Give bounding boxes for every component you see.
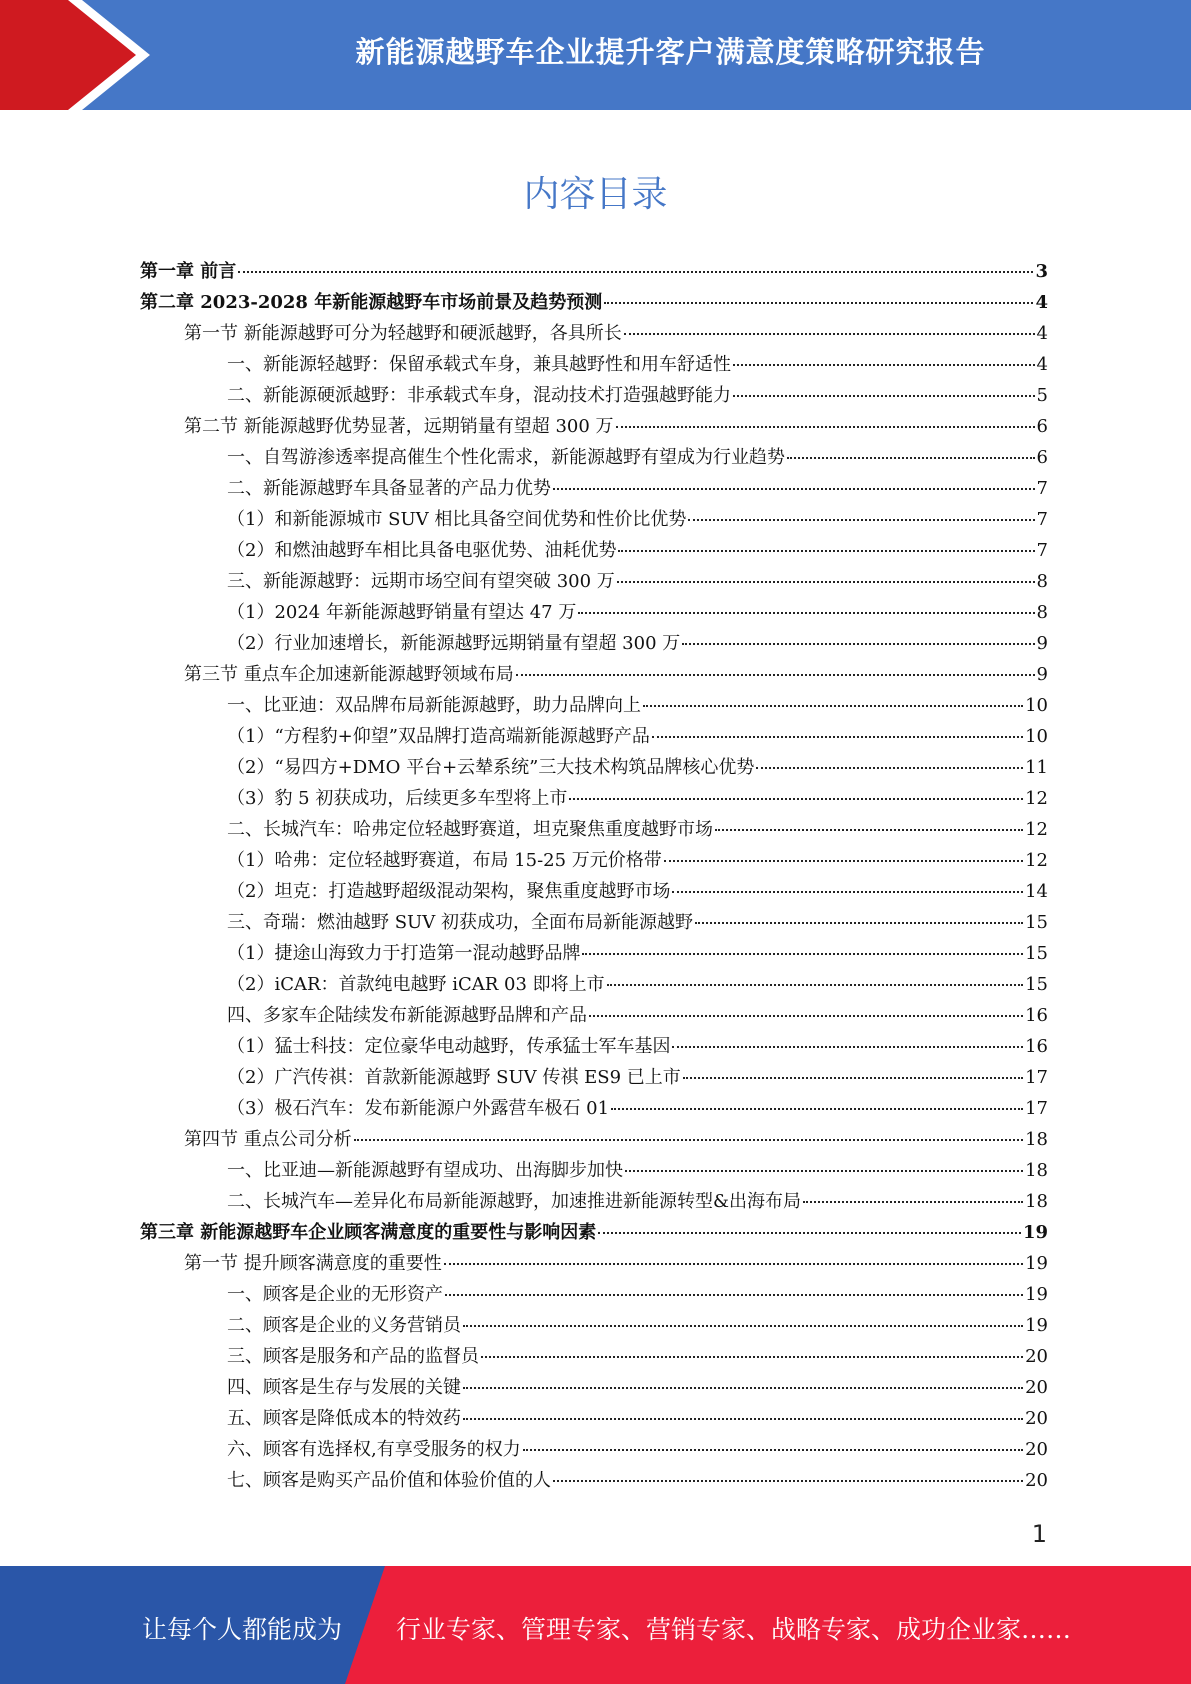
toc-entry-page: 16	[1025, 1005, 1048, 1026]
toc-entry[interactable]	[140, 814, 1048, 845]
toc-entry-page: 7	[1036, 478, 1048, 499]
toc-entry-text: 四、多家车企陆续发布新能源越野品牌和产品	[227, 1005, 587, 1026]
toc-entry-text: （2）“易四方+DMO 平台+云辇系统”三大技术构筑品牌核心优势	[227, 757, 755, 778]
toc-entry[interactable]	[140, 876, 1048, 907]
toc-dot-leader	[553, 488, 1035, 490]
toc-entry-text: 七、顾客是购买产品价值和体验价值的人	[227, 1470, 551, 1491]
toc-entry[interactable]	[140, 1155, 1048, 1186]
toc-dot-leader	[733, 364, 1035, 366]
toc-entry[interactable]	[140, 1403, 1048, 1434]
toc-entry[interactable]	[140, 628, 1048, 659]
toc-entry[interactable]	[140, 1372, 1048, 1403]
toc-entry-page: 20	[1025, 1346, 1048, 1367]
toc-entry-text: （1）哈弗：定位轻越野赛道，布局 15-25 万元价格带	[227, 850, 662, 871]
toc-dot-leader	[604, 302, 1033, 304]
toc-entry[interactable]	[140, 256, 1048, 287]
toc-dot-leader	[445, 1294, 1023, 1296]
toc-entry-page: 3	[1035, 261, 1048, 282]
toc-entry-text: （2）iCAR：首款纯电越野 iCAR 03 即将上市	[227, 974, 605, 995]
toc-dot-leader	[618, 550, 1034, 552]
toc-entry-page: 5	[1036, 385, 1048, 406]
toc-entry-page: 4	[1036, 323, 1048, 344]
toc-dot-leader	[463, 1418, 1023, 1420]
toc-entry-text: （1）猛士科技：定位豪华电动越野，传承猛士军车基因	[227, 1036, 671, 1057]
toc-entry-page: 12	[1025, 850, 1048, 871]
toc-entry[interactable]	[140, 845, 1048, 876]
toc-dot-leader	[652, 736, 1023, 738]
toc-entry-text: 二、新能源越野车具备显著的产品力优势	[227, 478, 551, 499]
toc-entry-page: 11	[1025, 757, 1048, 778]
toc-entry-page: 20	[1025, 1470, 1048, 1491]
toc-entry-page: 12	[1025, 788, 1048, 809]
toc-dot-leader	[578, 612, 1034, 614]
toc-entry-text: 一、新能源轻越野：保留承载式车身，兼具越野性和用车舒适性	[227, 354, 731, 375]
toc-dot-leader	[672, 1046, 1023, 1048]
toc-entry[interactable]	[140, 752, 1048, 783]
toc-dot-leader	[607, 984, 1023, 986]
toc-entry[interactable]	[140, 783, 1048, 814]
toc-entry[interactable]	[140, 690, 1048, 721]
toc-entry-text: 一、顾客是企业的无形资产	[227, 1284, 443, 1305]
toc-entry[interactable]	[140, 1434, 1048, 1465]
toc-entry-text: （1）和新能源城市 SUV 相比具备空间优势和性价比优势	[227, 509, 687, 530]
page-number: 1	[1031, 1520, 1047, 1548]
toc-entry[interactable]	[140, 659, 1048, 690]
toc-entry[interactable]	[140, 1465, 1048, 1496]
toc-dot-leader	[553, 1480, 1023, 1482]
toc-entry[interactable]	[140, 1062, 1048, 1093]
toc-heading: 内容目录	[523, 174, 668, 215]
toc-entry-page: 20	[1025, 1439, 1048, 1460]
toc-entry[interactable]	[140, 504, 1048, 535]
toc-entry-text: 二、长城汽车：哈弗定位轻越野赛道，坦克聚焦重度越野市场	[227, 819, 713, 840]
toc-dot-leader	[523, 1449, 1023, 1451]
toc-entry-text: 二、顾客是企业的义务营销员	[227, 1315, 461, 1336]
toc-entry-text: （1）“方程豹+仰望”双品牌打造高端新能源越野产品	[227, 726, 650, 747]
toc-entry[interactable]	[140, 1310, 1048, 1341]
toc-entry-text: 第二章 2023-2028 年新能源越野车市场前景及趋势预测	[140, 292, 603, 313]
toc-entry-text: （3）豹 5 初获成功，后续更多车型将上市	[227, 788, 568, 809]
toc-entry[interactable]	[140, 721, 1048, 752]
toc-entry[interactable]	[140, 597, 1048, 628]
toc-dot-leader	[695, 922, 1023, 924]
toc-entry[interactable]	[140, 473, 1048, 504]
toc-entry-page: 18	[1025, 1191, 1048, 1212]
toc-entry-text: 第一节 提升顾客满意度的重要性	[184, 1253, 442, 1274]
toc-dot-leader	[643, 705, 1023, 707]
toc-entry[interactable]	[140, 1124, 1048, 1155]
toc-dot-leader	[787, 457, 1035, 459]
toc-entry[interactable]	[140, 442, 1048, 473]
toc-entry-text: 三、奇瑞：燃油越野 SUV 初获成功，全面布局新能源越野	[227, 912, 693, 933]
toc-entry-text: 三、顾客是服务和产品的监督员	[227, 1346, 479, 1367]
toc-entry-page: 19	[1022, 1222, 1048, 1243]
toc-entry-page: 18	[1025, 1129, 1048, 1150]
toc-entry-text: 五、顾客是降低成本的特效药	[227, 1408, 461, 1429]
footer-slogan-right: 行业专家、管理专家、营销专家、战略专家、成功企业家……	[396, 1615, 1072, 1644]
toc-entry[interactable]	[140, 287, 1048, 318]
toc-entry-page: 7	[1036, 540, 1048, 561]
toc-entry-page: 4	[1036, 354, 1048, 375]
toc-entry-page: 7	[1036, 509, 1048, 530]
toc-entry[interactable]	[140, 1217, 1048, 1248]
toc-entry[interactable]	[140, 1000, 1048, 1031]
toc-entry-page: 17	[1025, 1067, 1048, 1088]
toc-entry[interactable]	[140, 907, 1048, 938]
toc-dot-leader	[803, 1201, 1023, 1203]
toc-entry-page: 9	[1036, 633, 1048, 654]
toc-entry-text: 三、新能源越野：远期市场空间有望突破 300 万	[227, 571, 615, 592]
toc-entry-page: 8	[1036, 571, 1048, 592]
toc-entry-page: 20	[1025, 1408, 1048, 1429]
toc-entry[interactable]	[140, 349, 1048, 380]
toc-entry-page: 6	[1036, 447, 1048, 468]
toc-entry[interactable]	[140, 938, 1048, 969]
toc-dot-leader	[733, 395, 1035, 397]
toc-dot-leader	[589, 1015, 1023, 1017]
toc-entry-page: 9	[1036, 664, 1048, 685]
toc-entry[interactable]	[140, 1279, 1048, 1310]
toc-entry-text: （1）2024 年新能源越野销量有望达 47 万	[227, 602, 577, 623]
toc-entry[interactable]	[140, 411, 1048, 442]
toc-entry-text: 第三章 新能源越野车企业顾客满意度的重要性与影响因素	[140, 1222, 597, 1243]
toc-entry[interactable]	[140, 318, 1048, 349]
toc-entry-text: （2）行业加速增长，新能源越野远期销量有望超 300 万	[227, 633, 681, 654]
toc-dot-leader	[516, 674, 1035, 676]
toc-entry-page: 6	[1036, 416, 1048, 437]
toc-entry[interactable]	[140, 380, 1048, 411]
toc-entry-page: 18	[1025, 1160, 1048, 1181]
toc-entry-text: 四、顾客是生存与发展的关键	[227, 1377, 461, 1398]
toc-dot-leader	[598, 1232, 1021, 1234]
toc-entry[interactable]	[140, 969, 1048, 1000]
toc-dot-leader	[625, 1170, 1023, 1172]
table-of-contents	[140, 256, 1048, 1496]
toc-entry-text: 第四节 重点公司分析	[184, 1129, 352, 1150]
toc-entry-page: 15	[1025, 943, 1048, 964]
toc-dot-leader	[756, 767, 1023, 769]
toc-entry-page: 10	[1025, 695, 1048, 716]
toc-dot-leader	[238, 271, 1033, 273]
toc-entry-text: （3）极石汽车：发布新能源户外露营车极石 01	[227, 1098, 610, 1119]
toc-entry[interactable]	[140, 1248, 1048, 1279]
toc-entry[interactable]	[140, 566, 1048, 597]
header-red-arrow	[0, 0, 150, 110]
toc-entry-text: 第二节 新能源越野优势显著，远期销量有望超 300 万	[184, 416, 614, 437]
toc-entry-text: 第三节 重点车企加速新能源越野领域布局	[184, 664, 514, 685]
toc-entry-text: 一、比亚迪—新能源越野有望成功、出海脚步加快	[227, 1160, 623, 1181]
toc-entry-text: 第一节 新能源越野可分为轻越野和硬派越野，各具所长	[184, 323, 622, 344]
toc-entry-text: 一、自驾游渗透率提高催生个性化需求，新能源越野有望成为行业趋势	[227, 447, 785, 468]
toc-entry-page: 16	[1025, 1036, 1048, 1057]
page-footer	[0, 1566, 1191, 1684]
toc-entry-text: 六、顾客有选择权,有享受服务的权力	[227, 1439, 521, 1460]
toc-dot-leader	[664, 860, 1023, 862]
toc-entry-page: 17	[1025, 1098, 1048, 1119]
toc-entry-page: 14	[1025, 881, 1048, 902]
toc-dot-leader	[481, 1356, 1023, 1358]
toc-entry-text: （2）坦克：打造越野超级混动架构，聚焦重度越野市场	[227, 881, 671, 902]
toc-entry-text: 二、长城汽车—差异化布局新能源越野，加速推进新能源转型&出海布局	[227, 1191, 802, 1212]
toc-dot-leader	[682, 643, 1034, 645]
toc-dot-leader	[569, 798, 1023, 800]
toc-entry[interactable]	[140, 1093, 1048, 1124]
toc-entry[interactable]	[140, 1341, 1048, 1372]
toc-entry-page: 4	[1035, 292, 1048, 313]
toc-entry-text: （2）和燃油越野车相比具备电驱优势、油耗优势	[227, 540, 617, 561]
footer-slogan-left: 让每个人都能成为	[142, 1615, 343, 1644]
toc-entry-text: （1）捷途山海致力于打造第一混动越野品牌	[227, 943, 581, 964]
toc-entry-text: （2）广汽传祺：首款新能源越野 SUV 传祺 ES9 已上市	[227, 1067, 681, 1088]
toc-dot-leader	[617, 581, 1035, 583]
toc-dot-leader	[582, 953, 1023, 955]
toc-dot-leader	[683, 1077, 1023, 1079]
toc-dot-leader	[611, 1108, 1023, 1110]
toc-entry-page: 12	[1025, 819, 1048, 840]
toc-entry-page: 15	[1025, 912, 1048, 933]
report-title: 新能源越野车企业提升客户满意度策略研究报告	[355, 35, 986, 69]
toc-entry-page: 19	[1025, 1315, 1048, 1336]
toc-dot-leader	[672, 891, 1023, 893]
toc-dot-leader	[616, 426, 1035, 428]
toc-entry-page: 19	[1025, 1284, 1048, 1305]
toc-entry-page: 8	[1036, 602, 1048, 623]
toc-dot-leader	[715, 829, 1023, 831]
toc-dot-leader	[688, 519, 1034, 521]
toc-entry-page: 10	[1025, 726, 1048, 747]
toc-entry[interactable]	[140, 1186, 1048, 1217]
toc-entry-text: 一、比亚迪：双品牌布局新能源越野，助力品牌向上	[227, 695, 641, 716]
toc-entry-page: 20	[1025, 1377, 1048, 1398]
toc-entry[interactable]	[140, 1031, 1048, 1062]
toc-dot-leader	[354, 1139, 1023, 1141]
toc-dot-leader	[463, 1387, 1023, 1389]
toc-entry-page: 15	[1025, 974, 1048, 995]
toc-entry-text: 二、新能源硬派越野：非承载式车身，混动技术打造强越野能力	[227, 385, 731, 406]
toc-dot-leader	[444, 1263, 1023, 1265]
page-header	[0, 0, 1191, 110]
toc-entry-text: 第一章 前言	[140, 261, 237, 282]
toc-entry[interactable]	[140, 535, 1048, 566]
toc-entry-page: 19	[1025, 1253, 1048, 1274]
toc-dot-leader	[624, 333, 1035, 335]
toc-dot-leader	[463, 1325, 1023, 1327]
